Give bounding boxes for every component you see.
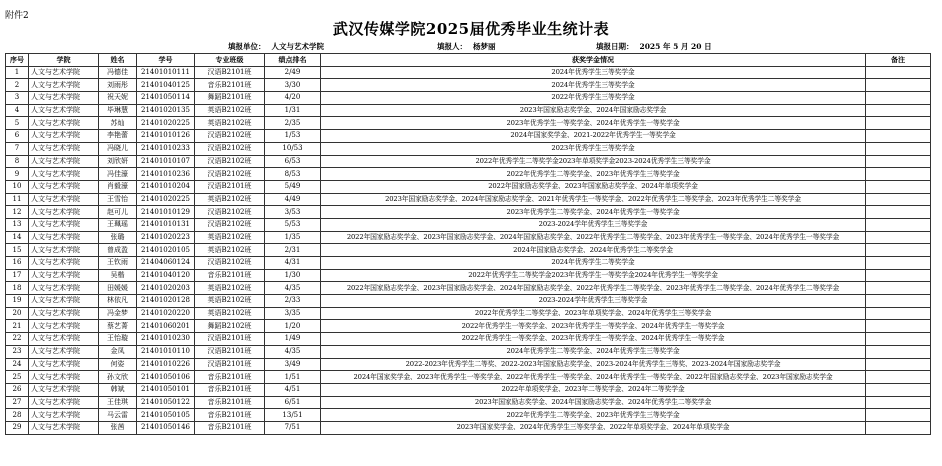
table-row [6,193,931,206]
meta-date [596,41,718,52]
cell-awards: 2022年优秀学生二等奖学金、2023年优秀学生三等奖学金 [321,168,866,181]
cell-remarks [866,345,931,358]
table-row [6,345,931,358]
cell-rank: 13/51 [265,409,321,422]
cell-remarks [866,193,931,206]
cell-class: 英语B2102班 [195,193,265,206]
table-row [6,396,931,409]
page-title: 武汉传媒学院2025届优秀毕业生统计表 [332,20,610,38]
cell-rank: 3/35 [265,307,321,320]
cell-awards: 2023年国家励志奖学金、2024年国家励志奖学金、2024年优秀学生二等奖学金 [321,396,866,409]
cell-student-id: 21401040120 [137,269,195,282]
cell-college: 人文与艺术学院 [29,92,99,105]
cell-index: 1 [6,66,29,79]
cell-remarks [866,320,931,333]
cell-college: 人文与艺术学院 [29,307,99,320]
cell-name: 苏灿 [99,117,137,130]
cell-index: 19 [6,295,29,308]
cell-rank: 6/51 [265,396,321,409]
cell-name: 孙文欣 [99,371,137,384]
table-row [6,180,931,193]
cell-index: 25 [6,371,29,384]
cell-index: 22 [6,333,29,346]
table-row [6,371,931,384]
cell-awards: 2022年国家励志奖学金、2023年国家励志奖学金、2024年国家励志奖学金、2022年优秀学生二等奖学金、2023年优秀学生二等奖学金、2024年优秀学生二等奖学金 [321,282,866,295]
cell-class: 英语B2102班 [195,295,265,308]
cell-name: 冯金梦 [99,307,137,320]
cell-college: 人文与艺术学院 [29,320,99,333]
table-row [6,66,931,79]
cell-college: 人文与艺术学院 [29,79,99,92]
table-row [6,320,931,333]
cell-class: 汉语B2101班 [195,358,265,371]
header-college: 学院 [29,54,99,67]
cell-class: 汉语B2102班 [195,218,265,231]
cell-awards: 2024年优秀学生三等奖学金 [321,79,866,92]
cell-awards: 2022年优秀学生二等奖学金、2023年优秀学生三等奖学金 [321,409,866,422]
cell-class: 汉语B2102班 [195,168,265,181]
cell-index: 6 [6,130,29,143]
cell-remarks [866,409,931,422]
cell-awards: 2023-2024学年优秀学生三等奖学金 [321,218,866,231]
cell-class: 音乐B2101班 [195,396,265,409]
cell-rank: 1/30 [265,269,321,282]
cell-remarks [866,371,931,384]
cell-student-id: 21401010129 [137,206,195,219]
cell-remarks [866,180,931,193]
cell-rank: 4/35 [265,282,321,295]
cell-index: 2 [6,79,29,92]
table-row [6,168,931,181]
cell-index: 16 [6,257,29,270]
cell-remarks [866,155,931,168]
cell-remarks [866,142,931,155]
cell-student-id: 21401050122 [137,396,195,409]
cell-awards: 2023年国家励志奖学金、2024年国家励志奖学金 [321,104,866,117]
cell-index: 11 [6,193,29,206]
annex-label: 附件2 [5,11,29,21]
cell-class: 汉语B2102班 [195,142,265,155]
meta-unit [228,41,330,52]
cell-index: 20 [6,307,29,320]
cell-name: 田媛媛 [99,282,137,295]
cell-student-id: 21401050146 [137,421,195,434]
cell-name: 刘欣妍 [99,155,137,168]
cell-college: 人文与艺术学院 [29,66,99,79]
cell-index: 17 [6,269,29,282]
cell-rank: 5/53 [265,218,321,231]
table-row [6,130,931,143]
cell-rank: 3/53 [265,206,321,219]
table-row [6,155,931,168]
cell-class: 音乐B2101班 [195,409,265,422]
cell-student-id: 21401010131 [137,218,195,231]
cell-remarks [866,117,931,130]
cell-remarks [866,206,931,219]
cell-awards: 2022年国家励志奖学金、2023年国家励志奖学金、2024年国家励志奖学金、2022年优秀学生二等奖学金、2023年优秀学生一等奖学金、2024年优秀学生一等奖学金 [321,231,866,244]
table-row [6,383,931,396]
cell-class: 英语B2102班 [195,117,265,130]
cell-class: 汉语B2102班 [195,206,265,219]
cell-student-id: 21401010230 [137,333,195,346]
table-row [6,307,931,320]
table-row [6,92,931,105]
table-row [6,358,931,371]
cell-rank: 3/49 [265,358,321,371]
table-row [6,333,931,346]
cell-rank: 1/51 [265,371,321,384]
graduates-table [5,53,931,435]
cell-awards: 2022-2023年优秀学生二等奖、2022-2023年国家励志奖学金、2023-2024年优秀学生三等奖、2023-2024年国家励志奖学金 [321,358,866,371]
cell-college: 人文与艺术学院 [29,168,99,181]
cell-rank: 2/31 [265,244,321,257]
cell-student-id: 21401010233 [137,142,195,155]
cell-college: 人文与艺术学院 [29,345,99,358]
cell-class: 汉语B2101班 [195,66,265,79]
cell-class: 音乐B2101班 [195,383,265,396]
cell-rank: 1/20 [265,320,321,333]
cell-name: 王珮瑶 [99,218,137,231]
cell-student-id: 21401010111 [137,66,195,79]
cell-class: 汉语B2102班 [195,257,265,270]
cell-class: 音乐B2101班 [195,269,265,282]
cell-student-id: 21401020220 [137,307,195,320]
cell-college: 人文与艺术学院 [29,409,99,422]
cell-remarks [866,358,931,371]
cell-student-id: 21401040125 [137,79,195,92]
cell-awards: 2023年国家励志奖学金、2024年国家励志奖学金、2021年优秀学生一等奖学金、2022年优秀学生二等奖学金、2023年优秀学生二等奖学金 [321,193,866,206]
cell-college: 人文与艺术学院 [29,295,99,308]
meta-person-value: 杨梦丽 [473,42,496,51]
cell-name: 冯晓儿 [99,142,137,155]
cell-student-id: 21401020225 [137,117,195,130]
cell-rank: 2/33 [265,295,321,308]
cell-name: 冯德佳 [99,66,137,79]
cell-rank: 4/49 [265,193,321,206]
cell-class: 汉语B2101班 [195,333,265,346]
cell-student-id: 21401020223 [137,231,195,244]
cell-remarks [866,66,931,79]
cell-college: 人文与艺术学院 [29,180,99,193]
cell-awards: 2023-2024学年优秀学生三等奖学金 [321,295,866,308]
cell-index: 15 [6,244,29,257]
cell-college: 人文与艺术学院 [29,371,99,384]
cell-student-id: 21404060124 [137,257,195,270]
cell-class: 汉语B2101班 [195,180,265,193]
header-awards: 获奖学金情况 [321,54,866,67]
cell-class: 汉语B2101班 [195,345,265,358]
cell-rank: 10/53 [265,142,321,155]
cell-rank: 6/53 [265,155,321,168]
cell-remarks [866,396,931,409]
cell-rank: 4/51 [265,383,321,396]
cell-awards: 2024年优秀学生二等奖学金、2024年优秀学生三等奖学金 [321,345,866,358]
cell-student-id: 21401060201 [137,320,195,333]
cell-name: 马云雷 [99,409,137,422]
cell-rank: 1/35 [265,231,321,244]
cell-awards: 2022年优秀学生二等奖学金2023年优秀学生一等奖学金2024年优秀学生一等奖学金 [321,269,866,282]
cell-name: 张茜 [99,421,137,434]
cell-awards: 2022年优秀学生二等奖学金、2023年单项奖学金、2024年优秀学生三等奖学金 [321,307,866,320]
cell-remarks [866,218,931,231]
cell-rank: 5/49 [265,180,321,193]
cell-rank: 3/30 [265,79,321,92]
cell-remarks [866,282,931,295]
header-name: 姓名 [99,54,137,67]
cell-student-id: 21401010110 [137,345,195,358]
cell-awards: 2023年优秀学生二等奖学金、2024年优秀学生一等奖学金 [321,206,866,219]
cell-class: 汉语B2102班 [195,130,265,143]
cell-name: 王雪怡 [99,193,137,206]
cell-college: 人文与艺术学院 [29,358,99,371]
meta-date-value: 2025 年 5 月 20 日 [639,42,712,51]
cell-index: 29 [6,421,29,434]
cell-name: 王钦雨 [99,257,137,270]
cell-awards: 2022年优秀学生二等奖学金2023年单项奖学金2023-2024优秀学生三等奖学金 [321,155,866,168]
cell-awards: 2024年国家励志奖学金、2024年优秀学生二等奖学金 [321,244,866,257]
cell-rank: 2/49 [265,66,321,79]
cell-college: 人文与艺术学院 [29,282,99,295]
cell-class: 舞蹈B2102班 [195,320,265,333]
cell-index: 4 [6,104,29,117]
table-row [6,409,931,422]
cell-college: 人文与艺术学院 [29,155,99,168]
cell-name: 曾成盈 [99,244,137,257]
cell-rank: 4/35 [265,345,321,358]
cell-index: 28 [6,409,29,422]
cell-rank: 7/51 [265,421,321,434]
cell-class: 英语B2102班 [195,244,265,257]
header-remarks: 备注 [866,54,931,67]
cell-awards: 2022年单项奖学金、2023年二等奖学金、2024年二等奖学金 [321,383,866,396]
cell-college: 人文与艺术学院 [29,206,99,219]
cell-name: 王怡璇 [99,333,137,346]
cell-rank: 4/31 [265,257,321,270]
cell-name: 林依凡 [99,295,137,308]
cell-rank: 2/35 [265,117,321,130]
cell-index: 27 [6,396,29,409]
cell-class: 英语B2102班 [195,282,265,295]
cell-awards: 2024年优秀学生三等奖学金 [321,66,866,79]
cell-student-id: 21401020128 [137,295,195,308]
cell-student-id: 21401010226 [137,358,195,371]
table-row [6,117,931,130]
cell-college: 人文与艺术学院 [29,193,99,206]
cell-remarks [866,383,931,396]
cell-class: 音乐B2101班 [195,421,265,434]
cell-remarks [866,244,931,257]
cell-college: 人文与艺术学院 [29,383,99,396]
cell-class: 汉语B2102班 [195,155,265,168]
meta-person-label: 填报人： [437,42,467,51]
cell-class: 英语B2102班 [195,307,265,320]
cell-name: 金凤 [99,345,137,358]
cell-student-id: 21401020225 [137,193,195,206]
cell-college: 人文与艺术学院 [29,130,99,143]
cell-index: 12 [6,206,29,219]
cell-name: 李艳蕾 [99,130,137,143]
table-row [6,142,931,155]
table-row [6,104,931,117]
header-student-id: 学号 [137,54,195,67]
cell-name: 刘雨彤 [99,79,137,92]
cell-name: 蔡艺菁 [99,320,137,333]
cell-awards: 2024年国家奖学金、2021-2022年优秀学生一等奖学金 [321,130,866,143]
meta-unit-label: 填报单位： [228,42,266,51]
cell-college: 人文与艺术学院 [29,421,99,434]
cell-college: 人文与艺术学院 [29,117,99,130]
cell-rank: 1/31 [265,104,321,117]
cell-name: 毕琳慧 [99,104,137,117]
cell-index: 7 [6,142,29,155]
cell-student-id: 21401020105 [137,244,195,257]
cell-index: 24 [6,358,29,371]
cell-college: 人文与艺术学院 [29,269,99,282]
cell-remarks [866,168,931,181]
cell-awards: 2023年优秀学生一等奖学金、2024年优秀学生一等奖学金 [321,117,866,130]
cell-index: 5 [6,117,29,130]
cell-remarks [866,295,931,308]
cell-remarks [866,257,931,270]
meta-person [437,41,502,52]
cell-student-id: 21401050101 [137,383,195,396]
cell-class: 英语B2102班 [195,104,265,117]
cell-name: 何姿 [99,358,137,371]
cell-awards: 2024年国家奖学金、2023年优秀学生一等奖学金、2022年优秀学生一等奖学金、2024年优秀学生一等奖学金、2022年国家励志奖学金、2023年国家励志奖学金 [321,371,866,384]
header-index: 序号 [6,54,29,67]
cell-remarks [866,104,931,117]
table-row [6,206,931,219]
cell-college: 人文与艺术学院 [29,396,99,409]
cell-student-id: 21401050106 [137,371,195,384]
table-row [6,269,931,282]
table-row [6,244,931,257]
table-row [6,421,931,434]
cell-name: 韩斌 [99,383,137,396]
cell-student-id: 21401050105 [137,409,195,422]
meta-unit-value: 人文与艺术学院 [271,42,324,51]
table-header-row [6,54,931,67]
cell-class: 舞蹈B2101班 [195,92,265,105]
cell-college: 人文与艺术学院 [29,257,99,270]
cell-class: 英语B2102班 [195,231,265,244]
cell-index: 14 [6,231,29,244]
cell-awards: 2023年国家奖学金、2024年优秀学生三等奖学金、2022年单项奖学金、2024年单项奖学金 [321,421,866,434]
cell-name: 吴楷 [99,269,137,282]
cell-index: 10 [6,180,29,193]
cell-remarks [866,269,931,282]
cell-remarks [866,231,931,244]
cell-name: 肖毅濠 [99,180,137,193]
cell-index: 26 [6,383,29,396]
cell-name: 赵可儿 [99,206,137,219]
cell-remarks [866,421,931,434]
cell-remarks [866,79,931,92]
cell-student-id: 21401050114 [137,92,195,105]
cell-college: 人文与艺术学院 [29,104,99,117]
cell-student-id: 21401010126 [137,130,195,143]
cell-rank: 1/49 [265,333,321,346]
cell-college: 人文与艺术学院 [29,142,99,155]
meta-date-label: 填报日期： [596,42,634,51]
cell-remarks [866,130,931,143]
cell-name: 冯佳濠 [99,168,137,181]
cell-index: 9 [6,168,29,181]
cell-class: 音乐B2101班 [195,79,265,92]
cell-index: 13 [6,218,29,231]
cell-name: 王佳琪 [99,396,137,409]
cell-college: 人文与艺术学院 [29,244,99,257]
table-row [6,282,931,295]
cell-index: 3 [6,92,29,105]
cell-remarks [866,307,931,320]
table-row [6,79,931,92]
cell-remarks [866,333,931,346]
cell-class: 音乐B2101班 [195,371,265,384]
cell-college: 人文与艺术学院 [29,218,99,231]
table-row [6,257,931,270]
cell-student-id: 21401010236 [137,168,195,181]
table-row [6,218,931,231]
cell-college: 人文与艺术学院 [29,333,99,346]
cell-rank: 4/20 [265,92,321,105]
cell-index: 21 [6,320,29,333]
cell-index: 8 [6,155,29,168]
cell-awards: 2022年优秀学生一等奖学金、2023年优秀学生一等奖学金、2024年优秀学生一等奖学金 [321,333,866,346]
header-rank: 绩点排名 [265,54,321,67]
table-row [6,231,931,244]
cell-remarks [866,92,931,105]
cell-student-id: 21401020203 [137,282,195,295]
cell-name: 祝天妮 [99,92,137,105]
cell-college: 人文与艺术学院 [29,231,99,244]
cell-student-id: 21401020135 [137,104,195,117]
cell-awards: 2022年国家励志奖学金、2023年国家励志奖学金、2024年单项奖学金 [321,180,866,193]
cell-awards: 2022年优秀学生一等奖学金、2023年优秀学生一等奖学金、2024年优秀学生一等奖学金 [321,320,866,333]
cell-awards: 2023年优秀学生三等奖学金 [321,142,866,155]
cell-index: 23 [6,345,29,358]
cell-name: 张璐 [99,231,137,244]
table-row [6,295,931,308]
cell-awards: 2024年优秀学生二等奖学金 [321,257,866,270]
cell-student-id: 21401010204 [137,180,195,193]
cell-index: 18 [6,282,29,295]
cell-rank: 1/53 [265,130,321,143]
cell-rank: 8/53 [265,168,321,181]
header-class: 专业班级 [195,54,265,67]
cell-student-id: 21401010107 [137,155,195,168]
cell-awards: 2022年优秀学生三等奖学金 [321,92,866,105]
